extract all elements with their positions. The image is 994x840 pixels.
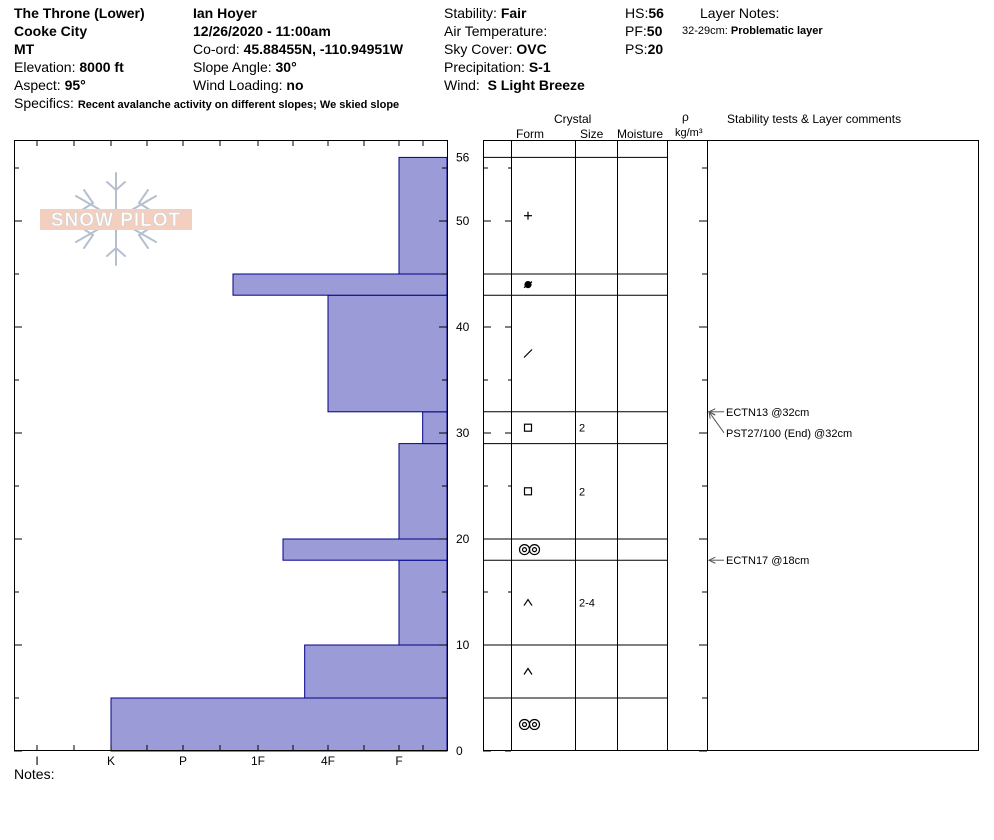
hardness-bar: [399, 560, 447, 645]
faceted-icon: [525, 488, 532, 495]
x-tick-label: F: [395, 754, 403, 768]
grain-size: 2: [579, 486, 586, 499]
precip-label: Precipitation:: [444, 59, 525, 75]
hardness-bar: [283, 539, 447, 560]
hardness-bar: [233, 274, 447, 295]
depth-hoar-icon: [524, 669, 532, 675]
location-name: The Throne (Lower): [14, 5, 145, 21]
sky-label: Sky Cover:: [444, 41, 513, 57]
stability-value: Fair: [500, 5, 527, 21]
y-tick-label: 20: [456, 532, 470, 546]
density-unit-header: kg/m³: [675, 127, 703, 139]
y-tick-label: 50: [456, 214, 470, 228]
y-tick-label: 40: [456, 320, 470, 334]
ps-label: PS:: [625, 41, 648, 57]
notes-label: Notes:: [14, 766, 55, 782]
elevation-value: 8000 ft: [79, 59, 124, 75]
test-label: PST27/100 (End) @32cm: [726, 427, 853, 440]
stability-test: [709, 555, 809, 567]
y-tick-label: 56: [456, 150, 470, 165]
melt-form-icon: [520, 545, 540, 555]
slope-label: Slope Angle:: [193, 59, 272, 75]
coord-value: 45.88455N, -110.94951W: [243, 41, 404, 57]
aspect-label: Aspect:: [14, 77, 61, 93]
sky-value: OVC: [516, 41, 547, 57]
y-tick-label: 30: [456, 426, 470, 440]
crystal-header: Crystal: [554, 112, 592, 126]
hardness-bar: [399, 444, 447, 539]
stability-test: [709, 407, 809, 419]
layer-note-range: 32-29cm:: [682, 25, 728, 37]
rho-header: ρ: [682, 110, 689, 124]
ps-value: 20: [647, 41, 664, 57]
y-tick-label: 10: [456, 638, 470, 652]
melt-form-icon: [520, 720, 540, 730]
precip-value: S-1: [528, 59, 551, 75]
observation-datetime: 12/26/2020 - 11:00am: [193, 23, 331, 39]
faceted-icon: [525, 424, 532, 431]
ice-formation-icon: [524, 282, 532, 288]
hardness-bar: [328, 295, 447, 412]
layer-note-text: Problematic layer: [730, 25, 823, 37]
hardness-bar: [111, 698, 447, 751]
y-tick-label: 0: [456, 744, 463, 758]
depth-hoar-icon: [524, 600, 532, 606]
hardness-bar: [305, 645, 447, 698]
x-tick-label: K: [106, 754, 116, 768]
specifics-label: Specifics:: [14, 95, 74, 111]
air-temp-label: Air Temperature:: [444, 23, 548, 39]
pf-value: 50: [646, 23, 663, 39]
x-tick-label: P: [178, 754, 188, 768]
observer-name: Ian Hoyer: [193, 5, 257, 21]
moisture-header: Moisture: [617, 127, 664, 141]
wind-loading-value: no: [286, 77, 304, 93]
form-header: Form: [516, 127, 544, 141]
x-tick-label: 1F: [250, 754, 266, 768]
wind-loading-label: Wind Loading:: [193, 77, 283, 93]
elevation-label: Elevation:: [14, 59, 76, 75]
comments-header: Stability tests & Layer comments: [727, 112, 902, 126]
layer-table-frame: [484, 141, 979, 751]
test-arrow: [709, 412, 724, 433]
wind-label: Wind:: [444, 77, 480, 93]
hs-label: HS:: [625, 5, 649, 21]
test-label: ECTN13 @32cm: [726, 406, 810, 419]
hardness-bar: [423, 412, 447, 444]
range-name: Cooke City: [14, 23, 88, 39]
grain-size: 2-4: [579, 597, 595, 610]
specifics-value: Recent avalanche activity on different slopes; We skied slope: [77, 99, 400, 111]
stability-label: Stability:: [444, 5, 497, 21]
x-tick-label: I: [35, 754, 39, 768]
hs-value: 56: [648, 5, 664, 21]
layer-notes-label: Layer Notes:: [700, 5, 780, 21]
slope-value: 30°: [275, 59, 297, 75]
pf-label: PF:: [625, 23, 647, 39]
test-label: ECTN17 @18cm: [726, 555, 810, 568]
grain-size: 2: [579, 422, 586, 435]
size-header: Size: [580, 127, 604, 141]
aspect-value: 95°: [64, 77, 86, 93]
snowpilot-logo: [40, 173, 192, 265]
decomposed-icon: [524, 350, 532, 358]
wind-value: S Light Breeze: [487, 77, 585, 93]
precipitation-particles-icon: [524, 212, 532, 220]
state-name: MT: [14, 41, 35, 57]
hardness-bar: [399, 157, 447, 274]
x-tick-label: 4F: [320, 754, 336, 768]
logo-text: SNOW PILOT: [50, 210, 182, 231]
coord-label: Co-ord:: [193, 41, 240, 57]
